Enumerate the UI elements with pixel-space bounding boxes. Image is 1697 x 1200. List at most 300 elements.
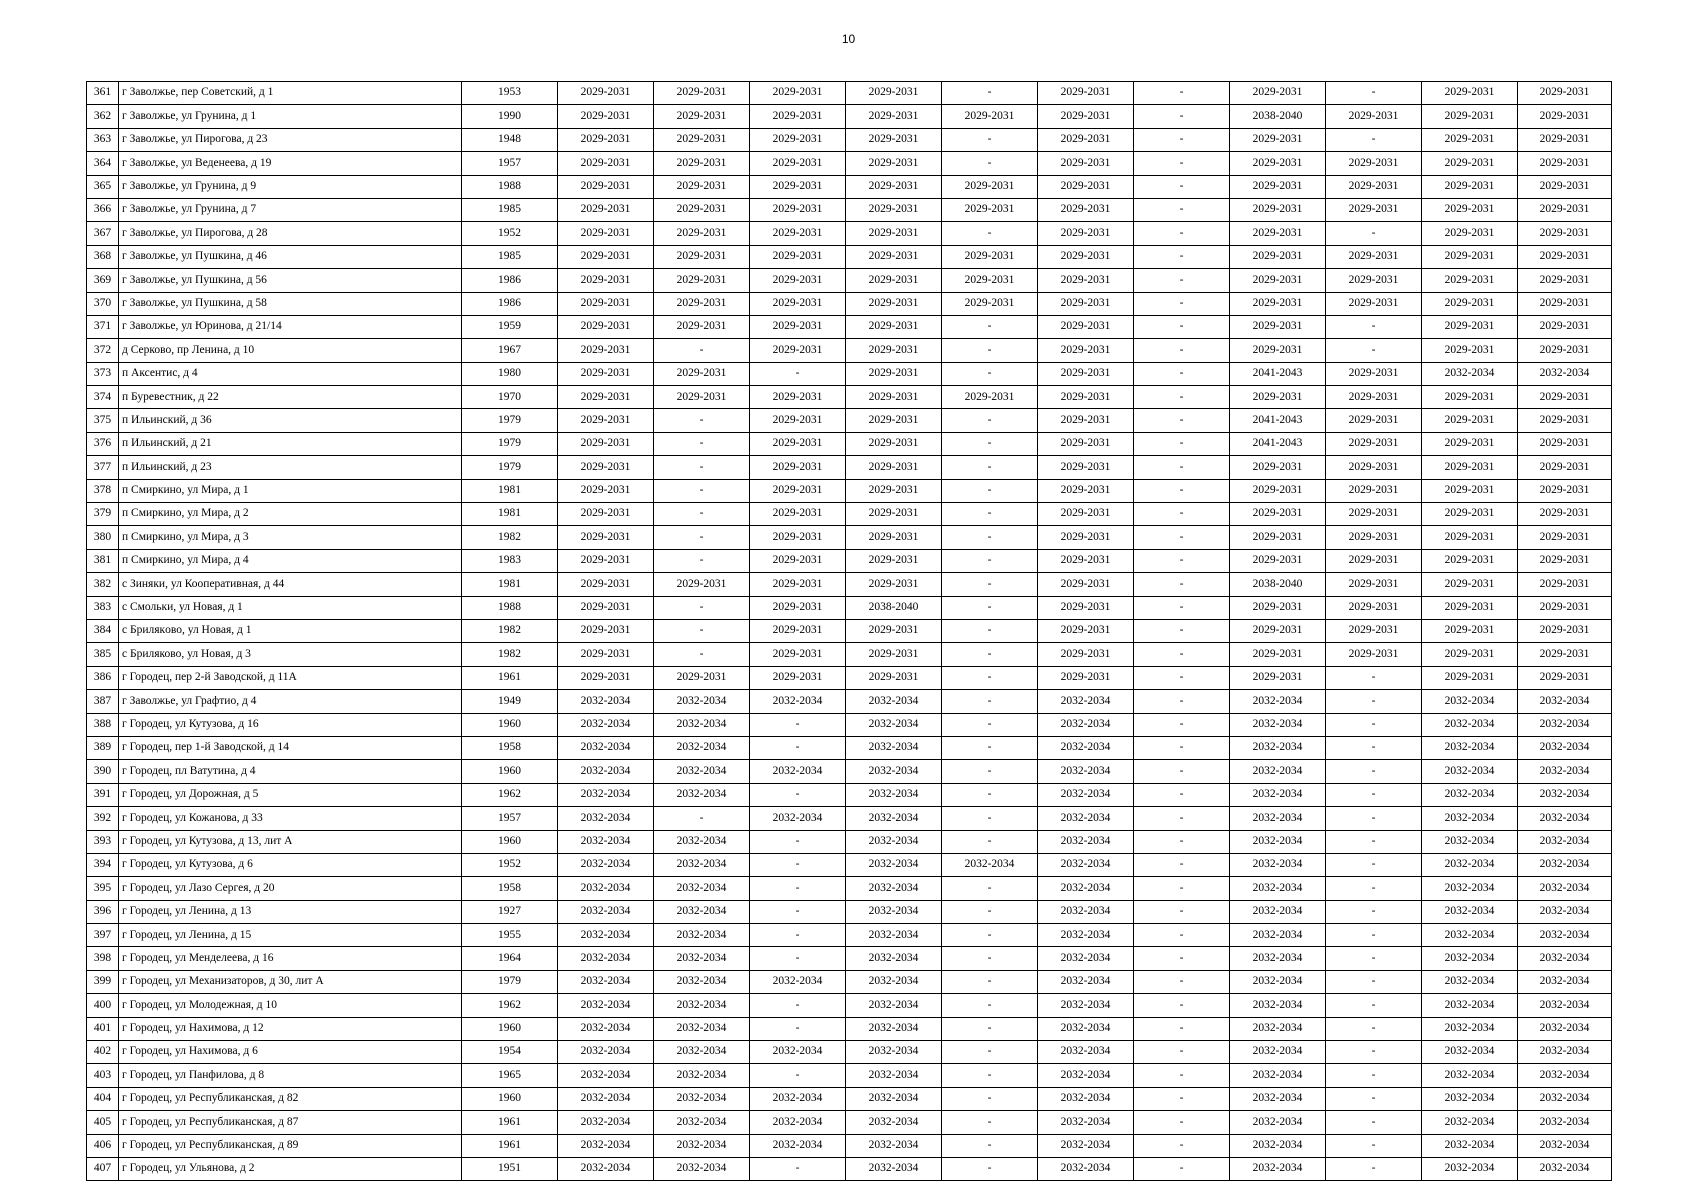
cell-period-6: 2032-2034 <box>1038 877 1134 900</box>
cell-period-3: - <box>750 947 846 970</box>
cell-period-8: 2032-2034 <box>1230 1134 1326 1157</box>
cell-period-7: - <box>1134 432 1230 455</box>
cell-period-11: 2029-2031 <box>1518 456 1612 479</box>
cell-period-10: 2029-2031 <box>1422 245 1518 268</box>
cell-row-number: 380 <box>87 526 119 549</box>
cell-period-3: 2029-2031 <box>750 222 846 245</box>
cell-period-1: 2032-2034 <box>558 853 654 876</box>
cell-period-2: 2032-2034 <box>654 877 750 900</box>
cell-period-7: - <box>1134 807 1230 830</box>
cell-period-5: - <box>942 222 1038 245</box>
cell-build-year: 1981 <box>462 479 558 502</box>
cell-period-8: 2029-2031 <box>1230 128 1326 151</box>
cell-period-1: 2032-2034 <box>558 830 654 853</box>
cell-period-10: 2032-2034 <box>1422 947 1518 970</box>
cell-row-number: 365 <box>87 175 119 198</box>
cell-period-6: 2029-2031 <box>1038 666 1134 689</box>
cell-period-10: 2032-2034 <box>1422 1064 1518 1087</box>
cell-period-10: 2032-2034 <box>1422 1111 1518 1134</box>
cell-period-8: 2032-2034 <box>1230 1087 1326 1110</box>
cell-build-year: 1970 <box>462 386 558 409</box>
table-row <box>87 105 1612 128</box>
cell-period-2: 2029-2031 <box>654 198 750 221</box>
cell-period-10: 2032-2034 <box>1422 1134 1518 1157</box>
cell-address: с Зиняки, ул Кооперативная, д 44 <box>119 573 462 596</box>
cell-address: с Бриляково, ул Новая, д 3 <box>119 643 462 666</box>
cell-period-7: - <box>1134 853 1230 876</box>
cell-address: п Ильинский, д 21 <box>119 432 462 455</box>
cell-period-1: 2029-2031 <box>558 526 654 549</box>
cell-period-3: 2029-2031 <box>750 549 846 572</box>
cell-build-year: 1979 <box>462 432 558 455</box>
cell-build-year: 1979 <box>462 970 558 993</box>
cell-period-8: 2032-2034 <box>1230 853 1326 876</box>
cell-build-year: 1988 <box>462 596 558 619</box>
cell-period-4: 2032-2034 <box>846 877 942 900</box>
cell-row-number: 381 <box>87 549 119 572</box>
cell-address: п Смиркино, ул Мира, д 1 <box>119 479 462 502</box>
cell-period-11: 2032-2034 <box>1518 1157 1612 1180</box>
cell-row-number: 364 <box>87 152 119 175</box>
table-row <box>87 713 1612 736</box>
cell-period-10: 2029-2031 <box>1422 619 1518 642</box>
cell-period-11: 2029-2031 <box>1518 198 1612 221</box>
cell-period-7: - <box>1134 409 1230 432</box>
cell-period-9: 2029-2031 <box>1326 105 1422 128</box>
cell-period-2: - <box>654 549 750 572</box>
cell-build-year: 1980 <box>462 362 558 385</box>
cell-period-4: 2032-2034 <box>846 760 942 783</box>
cell-period-1: 2029-2031 <box>558 479 654 502</box>
cell-period-7: - <box>1134 994 1230 1017</box>
cell-period-1: 2029-2031 <box>558 152 654 175</box>
cell-period-7: - <box>1134 1064 1230 1087</box>
cell-build-year: 1982 <box>462 643 558 666</box>
table-body <box>87 82 1612 1181</box>
cell-period-3: - <box>750 736 846 759</box>
cell-period-9: - <box>1326 736 1422 759</box>
cell-period-7: - <box>1134 713 1230 736</box>
cell-period-9: 2029-2031 <box>1326 643 1422 666</box>
cell-address: г Городец, ул Дорожная, д 5 <box>119 783 462 806</box>
cell-period-9: - <box>1326 947 1422 970</box>
cell-period-2: - <box>654 503 750 526</box>
cell-period-2: 2032-2034 <box>654 994 750 1017</box>
cell-period-5: - <box>942 1134 1038 1157</box>
cell-period-6: 2029-2031 <box>1038 503 1134 526</box>
cell-period-9: - <box>1326 924 1422 947</box>
cell-period-5: - <box>942 807 1038 830</box>
table-row <box>87 409 1612 432</box>
cell-period-9: 2029-2031 <box>1326 292 1422 315</box>
cell-build-year: 1981 <box>462 503 558 526</box>
cell-period-5: - <box>942 503 1038 526</box>
cell-period-6: 2032-2034 <box>1038 807 1134 830</box>
cell-period-5: - <box>942 619 1038 642</box>
cell-period-7: - <box>1134 947 1230 970</box>
cell-period-9: - <box>1326 1087 1422 1110</box>
cell-address: г Городец, ул Ленина, д 13 <box>119 900 462 923</box>
cell-period-6: 2032-2034 <box>1038 760 1134 783</box>
cell-period-9: 2029-2031 <box>1326 619 1422 642</box>
cell-period-5: 2029-2031 <box>942 175 1038 198</box>
cell-period-8: 2029-2031 <box>1230 596 1326 619</box>
cell-build-year: 1964 <box>462 947 558 970</box>
cell-period-3: 2029-2031 <box>750 479 846 502</box>
cell-period-11: 2032-2034 <box>1518 1111 1612 1134</box>
cell-period-3: 2029-2031 <box>750 175 846 198</box>
cell-period-2: 2032-2034 <box>654 853 750 876</box>
cell-period-4: 2029-2031 <box>846 315 942 338</box>
cell-period-6: 2032-2034 <box>1038 1064 1134 1087</box>
cell-period-8: 2032-2034 <box>1230 1111 1326 1134</box>
cell-period-7: - <box>1134 1087 1230 1110</box>
cell-period-2: 2032-2034 <box>654 1017 750 1040</box>
cell-period-7: - <box>1134 1041 1230 1064</box>
cell-row-number: 398 <box>87 947 119 970</box>
cell-period-10: 2029-2031 <box>1422 503 1518 526</box>
table-row <box>87 1017 1612 1040</box>
cell-period-5: - <box>942 409 1038 432</box>
cell-period-5: - <box>942 1087 1038 1110</box>
table-row <box>87 432 1612 455</box>
cell-period-4: 2032-2034 <box>846 1157 942 1180</box>
cell-period-5: - <box>942 1157 1038 1180</box>
cell-period-10: 2032-2034 <box>1422 1017 1518 1040</box>
cell-row-number: 404 <box>87 1087 119 1110</box>
cell-address: г Городец, ул Республиканская, д 87 <box>119 1111 462 1134</box>
cell-period-2: 2029-2031 <box>654 362 750 385</box>
cell-period-4: 2029-2031 <box>846 549 942 572</box>
cell-period-5: - <box>942 970 1038 993</box>
cell-period-6: 2029-2031 <box>1038 128 1134 151</box>
cell-period-7: - <box>1134 292 1230 315</box>
cell-period-3: 2032-2034 <box>750 760 846 783</box>
cell-period-11: 2029-2031 <box>1518 549 1612 572</box>
cell-period-6: 2032-2034 <box>1038 736 1134 759</box>
cell-period-11: 2032-2034 <box>1518 783 1612 806</box>
cell-address: п Ильинский, д 23 <box>119 456 462 479</box>
cell-period-6: 2029-2031 <box>1038 643 1134 666</box>
table-row <box>87 994 1612 1017</box>
cell-row-number: 362 <box>87 105 119 128</box>
cell-address: г Городец, ул Молодежная, д 10 <box>119 994 462 1017</box>
cell-row-number: 396 <box>87 900 119 923</box>
cell-period-2: 2029-2031 <box>654 666 750 689</box>
cell-address: с Брилякoво, ул Новая, д 1 <box>119 619 462 642</box>
cell-period-2: - <box>654 526 750 549</box>
cell-address: г Городец, ул Механизаторов, д 30, лит А <box>119 970 462 993</box>
cell-address: г Городец, ул Ленина, д 15 <box>119 924 462 947</box>
cell-period-10: 2032-2034 <box>1422 853 1518 876</box>
cell-period-4: 2029-2031 <box>846 128 942 151</box>
table-row <box>87 526 1612 549</box>
cell-period-8: 2032-2034 <box>1230 900 1326 923</box>
cell-period-6: 2029-2031 <box>1038 596 1134 619</box>
cell-period-8: 2032-2034 <box>1230 830 1326 853</box>
table-row <box>87 82 1612 105</box>
table-row <box>87 643 1612 666</box>
cell-period-11: 2032-2034 <box>1518 760 1612 783</box>
cell-period-9: 2029-2031 <box>1326 198 1422 221</box>
table-row <box>87 573 1612 596</box>
cell-period-5: - <box>942 877 1038 900</box>
cell-build-year: 1953 <box>462 82 558 105</box>
cell-row-number: 399 <box>87 970 119 993</box>
cell-period-3: 2029-2031 <box>750 643 846 666</box>
cell-period-6: 2032-2034 <box>1038 690 1134 713</box>
cell-period-5: 2029-2031 <box>942 245 1038 268</box>
cell-period-8: 2029-2031 <box>1230 479 1326 502</box>
cell-period-9: - <box>1326 830 1422 853</box>
cell-period-4: 2032-2034 <box>846 900 942 923</box>
cell-period-4: 2029-2031 <box>846 105 942 128</box>
cell-period-1: 2029-2031 <box>558 362 654 385</box>
cell-period-2: - <box>654 409 750 432</box>
cell-period-10: 2029-2031 <box>1422 339 1518 362</box>
cell-period-1: 2029-2031 <box>558 315 654 338</box>
cell-period-5: - <box>942 947 1038 970</box>
cell-period-5: - <box>942 713 1038 736</box>
cell-period-3: - <box>750 1064 846 1087</box>
cell-period-10: 2032-2034 <box>1422 713 1518 736</box>
cell-period-11: 2029-2031 <box>1518 619 1612 642</box>
cell-period-1: 2029-2031 <box>558 456 654 479</box>
cell-period-2: 2032-2034 <box>654 900 750 923</box>
cell-period-9: 2029-2031 <box>1326 456 1422 479</box>
cell-period-1: 2032-2034 <box>558 877 654 900</box>
cell-address: г Городец, ул Лазо Сергея, д 20 <box>119 877 462 900</box>
cell-period-9: - <box>1326 339 1422 362</box>
cell-period-4: 2029-2031 <box>846 619 942 642</box>
cell-row-number: 377 <box>87 456 119 479</box>
cell-period-2: - <box>654 339 750 362</box>
cell-build-year: 1949 <box>462 690 558 713</box>
cell-period-10: 2029-2031 <box>1422 292 1518 315</box>
cell-address: г Заволжье, ул Пушкина, д 46 <box>119 245 462 268</box>
cell-period-5: - <box>942 1041 1038 1064</box>
cell-period-1: 2029-2031 <box>558 269 654 292</box>
cell-build-year: 1955 <box>462 924 558 947</box>
cell-period-4: 2032-2034 <box>846 970 942 993</box>
cell-period-11: 2032-2034 <box>1518 947 1612 970</box>
cell-period-1: 2032-2034 <box>558 947 654 970</box>
table-row <box>87 596 1612 619</box>
cell-row-number: 395 <box>87 877 119 900</box>
cell-period-7: - <box>1134 479 1230 502</box>
cell-period-1: 2029-2031 <box>558 105 654 128</box>
cell-period-10: 2029-2031 <box>1422 479 1518 502</box>
cell-period-11: 2029-2031 <box>1518 596 1612 619</box>
cell-period-11: 2032-2034 <box>1518 1041 1612 1064</box>
cell-period-6: 2029-2031 <box>1038 292 1134 315</box>
cell-period-4: 2029-2031 <box>846 573 942 596</box>
cell-address: п Ильинский, д 36 <box>119 409 462 432</box>
cell-period-8: 2032-2034 <box>1230 807 1326 830</box>
cell-period-2: - <box>654 432 750 455</box>
cell-period-1: 2029-2031 <box>558 503 654 526</box>
cell-build-year: 1960 <box>462 830 558 853</box>
cell-row-number: 369 <box>87 269 119 292</box>
cell-build-year: 1952 <box>462 222 558 245</box>
cell-period-7: - <box>1134 760 1230 783</box>
cell-period-7: - <box>1134 175 1230 198</box>
cell-period-6: 2032-2034 <box>1038 1134 1134 1157</box>
cell-period-11: 2029-2031 <box>1518 245 1612 268</box>
cell-period-11: 2029-2031 <box>1518 573 1612 596</box>
cell-row-number: 372 <box>87 339 119 362</box>
cell-period-3: 2029-2031 <box>750 198 846 221</box>
table-row <box>87 736 1612 759</box>
cell-build-year: 1988 <box>462 175 558 198</box>
cell-period-4: 2038-2040 <box>846 596 942 619</box>
cell-period-8: 2029-2031 <box>1230 175 1326 198</box>
cell-period-8: 2038-2040 <box>1230 105 1326 128</box>
cell-period-6: 2029-2031 <box>1038 386 1134 409</box>
cell-period-1: 2032-2034 <box>558 1134 654 1157</box>
cell-period-11: 2032-2034 <box>1518 736 1612 759</box>
cell-build-year: 1986 <box>462 269 558 292</box>
cell-row-number: 370 <box>87 292 119 315</box>
cell-period-9: 2029-2031 <box>1326 573 1422 596</box>
cell-build-year: 1961 <box>462 666 558 689</box>
cell-period-4: 2029-2031 <box>846 175 942 198</box>
cell-period-5: - <box>942 152 1038 175</box>
cell-period-2: 2029-2031 <box>654 315 750 338</box>
cell-period-7: - <box>1134 339 1230 362</box>
cell-period-5: - <box>942 1111 1038 1134</box>
cell-row-number: 406 <box>87 1134 119 1157</box>
cell-period-11: 2032-2034 <box>1518 1017 1612 1040</box>
cell-period-3: 2029-2031 <box>750 432 846 455</box>
cell-period-1: 2029-2031 <box>558 175 654 198</box>
cell-period-5: - <box>942 479 1038 502</box>
table-row <box>87 1134 1612 1157</box>
table-row <box>87 386 1612 409</box>
cell-period-10: 2032-2034 <box>1422 830 1518 853</box>
cell-period-3: - <box>750 853 846 876</box>
cell-period-6: 2029-2031 <box>1038 619 1134 642</box>
cell-period-4: 2029-2031 <box>846 245 942 268</box>
cell-period-3: 2029-2031 <box>750 526 846 549</box>
cell-row-number: 393 <box>87 830 119 853</box>
cell-period-3: 2029-2031 <box>750 409 846 432</box>
cell-period-10: 2029-2031 <box>1422 128 1518 151</box>
cell-address: г Городец, ул Нахимова, д 12 <box>119 1017 462 1040</box>
cell-period-10: 2032-2034 <box>1422 690 1518 713</box>
cell-build-year: 1990 <box>462 105 558 128</box>
cell-period-11: 2029-2031 <box>1518 386 1612 409</box>
cell-period-11: 2029-2031 <box>1518 269 1612 292</box>
cell-period-6: 2032-2034 <box>1038 1041 1134 1064</box>
cell-period-2: - <box>654 807 750 830</box>
cell-period-9: - <box>1326 877 1422 900</box>
cell-period-11: 2029-2031 <box>1518 643 1612 666</box>
cell-row-number: 367 <box>87 222 119 245</box>
cell-period-6: 2032-2034 <box>1038 900 1134 923</box>
table-row <box>87 970 1612 993</box>
page-number: 10 <box>841 32 856 46</box>
cell-period-9: - <box>1326 853 1422 876</box>
cell-period-10: 2029-2031 <box>1422 82 1518 105</box>
cell-period-9: - <box>1326 783 1422 806</box>
cell-period-8: 2029-2031 <box>1230 666 1326 689</box>
cell-period-11: 2032-2034 <box>1518 853 1612 876</box>
cell-period-1: 2029-2031 <box>558 573 654 596</box>
cell-period-7: - <box>1134 573 1230 596</box>
cell-address: п Аксентис, д 4 <box>119 362 462 385</box>
cell-period-9: - <box>1326 666 1422 689</box>
cell-period-5: - <box>942 315 1038 338</box>
cell-period-10: 2029-2031 <box>1422 175 1518 198</box>
cell-address: г Заволжье, ул Грунина, д 9 <box>119 175 462 198</box>
cell-period-5: - <box>942 82 1038 105</box>
cell-period-9: - <box>1326 807 1422 830</box>
cell-period-3: 2029-2031 <box>750 456 846 479</box>
cell-period-2: 2032-2034 <box>654 1157 750 1180</box>
cell-period-8: 2029-2031 <box>1230 315 1326 338</box>
cell-period-10: 2032-2034 <box>1422 1041 1518 1064</box>
cell-period-8: 2029-2031 <box>1230 503 1326 526</box>
cell-period-7: - <box>1134 1111 1230 1134</box>
cell-period-1: 2029-2031 <box>558 222 654 245</box>
table-row <box>87 853 1612 876</box>
table-row <box>87 900 1612 923</box>
cell-period-5: - <box>942 690 1038 713</box>
cell-period-8: 2029-2031 <box>1230 456 1326 479</box>
cell-period-5: - <box>942 643 1038 666</box>
cell-row-number: 397 <box>87 924 119 947</box>
cell-period-3: 2029-2031 <box>750 105 846 128</box>
cell-period-4: 2032-2034 <box>846 853 942 876</box>
cell-period-4: 2029-2031 <box>846 456 942 479</box>
cell-row-number: 402 <box>87 1041 119 1064</box>
cell-period-4: 2029-2031 <box>846 666 942 689</box>
cell-build-year: 1985 <box>462 245 558 268</box>
cell-address: г Заволжье, пер Советский, д 1 <box>119 82 462 105</box>
cell-period-11: 2029-2031 <box>1518 222 1612 245</box>
cell-period-2: 2032-2034 <box>654 970 750 993</box>
cell-period-2: 2032-2034 <box>654 924 750 947</box>
cell-period-8: 2032-2034 <box>1230 924 1326 947</box>
cell-period-11: 2029-2031 <box>1518 82 1612 105</box>
cell-period-1: 2032-2034 <box>558 1064 654 1087</box>
cell-period-1: 2032-2034 <box>558 924 654 947</box>
cell-period-4: 2032-2034 <box>846 1064 942 1087</box>
cell-period-8: 2029-2031 <box>1230 643 1326 666</box>
table-row <box>87 315 1612 338</box>
cell-period-6: 2032-2034 <box>1038 783 1134 806</box>
cell-period-4: 2029-2031 <box>846 198 942 221</box>
cell-period-10: 2029-2031 <box>1422 315 1518 338</box>
cell-period-2: 2029-2031 <box>654 222 750 245</box>
cell-build-year: 1982 <box>462 619 558 642</box>
cell-build-year: 1962 <box>462 783 558 806</box>
cell-period-3: 2029-2031 <box>750 315 846 338</box>
cell-period-7: - <box>1134 970 1230 993</box>
cell-period-4: 2032-2034 <box>846 947 942 970</box>
cell-period-1: 2032-2034 <box>558 1017 654 1040</box>
cell-period-2: - <box>654 643 750 666</box>
cell-period-11: 2032-2034 <box>1518 877 1612 900</box>
cell-period-6: 2029-2031 <box>1038 409 1134 432</box>
cell-period-5: - <box>942 736 1038 759</box>
cell-address: г Городец, ул Кожанова, д 33 <box>119 807 462 830</box>
cell-period-9: 2029-2031 <box>1326 526 1422 549</box>
cell-period-2: 2029-2031 <box>654 245 750 268</box>
cell-period-3: 2032-2034 <box>750 1087 846 1110</box>
cell-period-4: 2032-2034 <box>846 1041 942 1064</box>
